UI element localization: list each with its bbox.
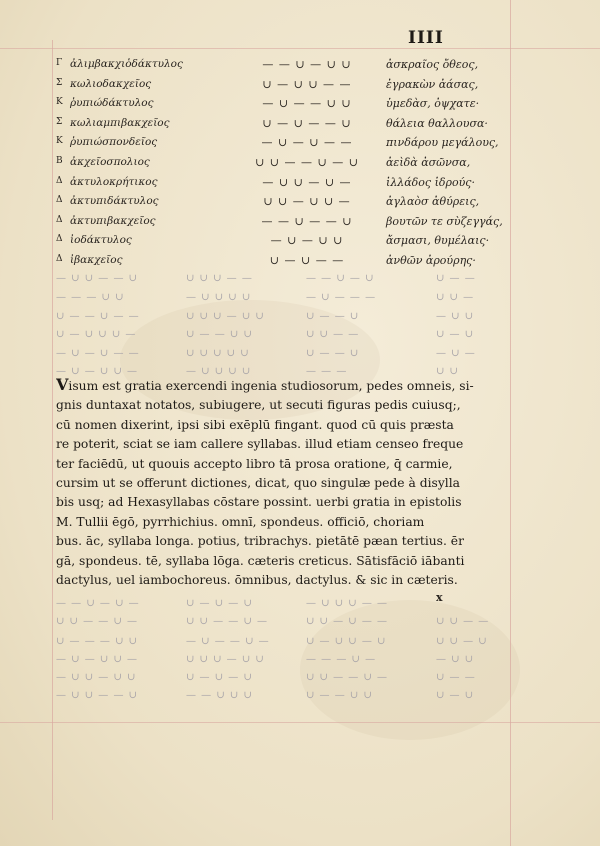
greek-row-name: ἀκχεῖοσπολιος	[70, 156, 150, 168]
margin-rule-left	[52, 40, 53, 820]
greek-row-example: ἀγλαὸσ ἀθύρεις,	[386, 195, 480, 209]
paragraph-line	[56, 511, 510, 530]
paragraph-text: bus. āc, syllaba longa. potius, tribrachys. pietātē pæan tertius. ēr	[56, 534, 464, 549]
greek-row-example: θάλεια θαλλουσα·	[386, 116, 488, 130]
paragraph-text: isum est gratia exercendi ingenia studiosorum, pedes omneis, si-	[68, 379, 474, 393]
greek-row-example: ὑμεδὰσ, ὀψχατε·	[386, 97, 480, 111]
greek-row-meter: ∪ — ∪ ∪ — —	[262, 77, 352, 91]
paragraph-line	[56, 394, 510, 413]
greek-row-name: ἰοδάκτυλος	[70, 234, 132, 247]
paragraph-line	[56, 375, 510, 394]
paragraph-text: M. Tullii ēgō, pyrrhichius. omnī, spondeus. officiō, choriam	[56, 514, 425, 529]
greek-row-name: κωλιαμπιβακχεῖος	[70, 116, 170, 129]
greek-row-meter: — ∪ ∪ — ∪ —	[262, 175, 352, 189]
greek-row-letter: Δ	[56, 254, 63, 264]
greek-row-example: ἀεὶδὰ ἀσῶνσα,	[386, 156, 471, 169]
greek-row-name: ἀκτυπιβακχεῖος	[70, 214, 156, 227]
greek-row-meter: ∪ — ∪ — — ∪	[262, 116, 352, 130]
greek-table-row	[56, 97, 480, 117]
paragraph-text: dactylus, uel iambochoreus. ōmnibus, dactylus. & sic in cæteris.	[56, 572, 458, 587]
greek-row-example: ἐγρακὼν ἀάσας,	[386, 77, 479, 91]
greek-row-letter: Σ	[56, 77, 63, 88]
latin-paragraph	[56, 375, 510, 588]
margin-rule-right	[510, 0, 511, 846]
greek-row-name: ῥυπιώσπονδεῖος	[70, 136, 158, 149]
greek-row-example: ἄσμασι, θυμέλαις·	[386, 234, 490, 248]
book-page: IIII Γ ἀλιμβακχιὁδάκτυλος — — ∪ — ∪ ∪ ἀσκραῖος ὄθεος, Σ κωλιοδακχεῖος ∪ — ∪ ∪ — — ἐγρακὼν ἀάσας, Κ ῥυπιώδάκτυλος — ∪ — — ∪ ∪ ὑμεδὰσ, ὀψχατε· Σ κωλιαμπιβακχεῖος ∪ — ∪ — — ∪ θάλεια θαλλουσα· Κ ῥυπιώσπονδεῖος — ∪ — ∪ — — πινδάρου μεγάλους, Β ἀκχεῖοσπολιος ∪ ∪ — — ∪ — ∪ ἀεὶδὰ ἀσῶνσα, Δ ἀκτυλοκρήτικος — ∪ ∪ — ∪ — ἰλλάδος ἰδρούς· Δ ἀκτυπιδάκτυλος ∪ ∪ — ∪ ∪ — ἀγλαὸσ ἀθύρεις, Δ ἀκτυπιβακχεῖος — — ∪ — — ∪ βουτῶν τε σὺζεγγάς, Δ ἰοδάκτυλος — ∪ — ∪ ∪ ἄσμασι, θυμέλαις· Δ ἰβακχεῖος ∪ — ∪ — — ἀνθῶν ἀρούρης· — ∪ ∪ — — ∪ ∪ ∪ ∪ — — — — ∪ — ∪ ∪ — — — — — ∪ ∪ — ∪ ∪ ∪ ∪ — ∪ — — — ∪ ∪ — ∪ — — ∪ — — ∪ ∪ ∪ — ∪ ∪ ∪ — — ∪ — ∪ ∪ ∪ — ∪ ∪ ∪ — ∪ — — ∪ ∪ ∪ ∪ — — ∪ — ∪ — ∪ — ∪ — — ∪ ∪ ∪ ∪ ∪ ∪ — — ∪ — ∪ — — ∪ — ∪ ∪ — — ∪ ∪ ∪ ∪ — — — ∪ ∪ Visum est gratia exercendi ingenia studiosorum, pedes omneis, si- gnis duntaxat notatos, subiugere, ut secuti figuras pedis cuiusq;, cū nomen dixerint, ipsi sibi exēplū fingant. quod cū quis præsta re poterit, sciat se iam callere syllabas. illud etiam censeo freque ter faciēdū, ut quouis accepto libro tā prosa oratione, q̄ carmie, cursim ut se offerunt dictiones, dicat, quo singulæ pede à disylla bis usq; ad Hexasyllabas cōstare possint. uerbi gratia in epistolis M. Tullii ēgō, pyrrhichius. omnī, spondeus. officiō, choriam bus. āc, syllaba longa. potius, tribrachys. pietātē pæan tertius. ēr gā, spondeus. tē, syllaba lōga. cæteris creticus. Sātisfāciō iābanti dactylus, uel iambochoreus. ōmnibus, dactylus. & sic in cæteris. x — — ∪ — ∪ — ∪ — ∪ — ∪ — ∪ ∪ ∪ — — ∪ ∪ — — ∪ — ∪ ∪ — — ∪ — ∪ ∪ — ∪ — — ∪ ∪ — — ∪ — — — ∪ ∪ — ∪ — — ∪ — ∪ — ∪ ∪ — ∪ ∪ ∪ — ∪ — ∪ — ∪ ∪ — ∪ ∪ ∪ — ∪ ∪ — — — ∪ — — ∪ ∪ — ∪ ∪ — ∪ ∪ ∪ — ∪ — ∪ ∪ ∪ — — ∪ — ∪ — — — ∪ ∪ — — ∪ — — ∪ ∪ ∪ ∪ — — ∪ ∪ ∪ — ∪	[0, 0, 600, 846]
greek-row-example: ἀσκραῖος ὄθεος,	[386, 58, 479, 71]
greek-row-name: κωλιοδακχεῖος	[70, 77, 152, 90]
greek-row-meter: — — ∪ — — ∪	[261, 214, 353, 228]
greek-table-row	[56, 58, 479, 78]
paragraph-text: ter faciēdū, ut quouis accepto libro tā prosa oratione, q̄ carmie,	[56, 456, 453, 471]
greek-row-letter: Γ	[56, 58, 63, 68]
greek-table-row	[56, 195, 480, 215]
greek-row-meter: ∪ ∪ — ∪ ∪ —	[263, 195, 351, 209]
greek-row-example: ἀνθῶν ἀρούρης·	[386, 254, 476, 267]
greek-table-row	[56, 156, 476, 176]
greek-row-letter: Σ	[56, 116, 63, 127]
greek-row-example: πινδάρου μεγάλους,	[386, 136, 499, 150]
paragraph-line	[56, 550, 510, 569]
paragraph-text: re poterit, sciat se iam callere syllabas. illud etiam censeo freque	[56, 437, 464, 452]
greek-row-meter: — ∪ — — ∪ ∪	[262, 97, 352, 111]
greek-table-row	[56, 176, 476, 196]
greek-row-example: ἰλλάδος ἰδρούς·	[386, 175, 475, 189]
greek-row-letter: Δ	[56, 175, 63, 186]
greek-row-name: ἀλιμβακχιὁδάκτυλος	[70, 58, 183, 70]
greek-row-meter: — ∪ — ∪ — —	[261, 136, 353, 150]
initial-capital: V	[56, 375, 69, 394]
greek-row-meter: — ∪ — ∪ ∪	[270, 234, 344, 248]
greek-row-name: ἀκτυλοκρήτικος	[70, 175, 158, 188]
greek-row-letter: Δ	[56, 214, 63, 225]
greek-row-meter: ∪ ∪ — — ∪ — ∪	[255, 156, 359, 169]
paragraph-text: cū nomen dixerint, ipsi sibi exēplū fingant. quod cū quis præsta	[56, 417, 454, 432]
greek-row-letter: Κ	[56, 136, 63, 147]
greek-row-meter: — — ∪ — ∪ ∪	[262, 58, 352, 71]
greek-row-name: ἰβακχεῖος	[70, 254, 123, 266]
greek-row-letter: Β	[56, 156, 63, 166]
margin-rule-top	[0, 48, 600, 49]
greek-row-meter: ∪ — ∪ — —	[269, 254, 345, 267]
paragraph-text: bis usq; ad Hexasyllabas cōstare possint. uerbi gratia in epistolis	[56, 495, 462, 510]
paragraph-line	[56, 569, 510, 588]
greek-row-name: ῥυπιώδάκτυλος	[70, 97, 154, 110]
greek-row-name: ἀκτυπιδάκτυλος	[70, 195, 159, 208]
greek-row-example: βουτῶν τε σὺζεγγάς,	[386, 214, 503, 228]
folio-number: IIII	[408, 28, 444, 48]
paragraph-line	[56, 414, 510, 433]
greek-table-row	[56, 254, 476, 274]
margin-rule-bottom	[0, 722, 600, 723]
greek-row-letter: Δ	[56, 195, 63, 206]
greek-table-row	[56, 116, 488, 137]
greek-table-row	[56, 77, 479, 98]
greek-table-row	[56, 136, 499, 156]
greek-table-row	[56, 234, 490, 254]
paragraph-text: cursim ut se offerunt dictiones, dicat, quo singulæ pede à disylla	[56, 475, 460, 490]
paragraph-line	[56, 491, 510, 510]
paragraph-text: gā, spondeus. tē, syllaba lōga. cæteris creticus. Sātisfāciō iābanti	[56, 553, 465, 568]
paragraph-line	[56, 453, 510, 472]
greek-row-letter: Κ	[56, 97, 63, 108]
greek-row-letter: Δ	[56, 234, 63, 245]
greek-table-row	[56, 214, 503, 235]
paragraph-line	[56, 472, 510, 491]
paragraph-line	[56, 433, 510, 452]
paragraph-text: gnis duntaxat notatos, subiugere, ut secuti figuras pedis cuiusq;,	[56, 398, 461, 413]
paragraph-line	[56, 530, 510, 549]
signature-mark: x	[436, 591, 444, 604]
